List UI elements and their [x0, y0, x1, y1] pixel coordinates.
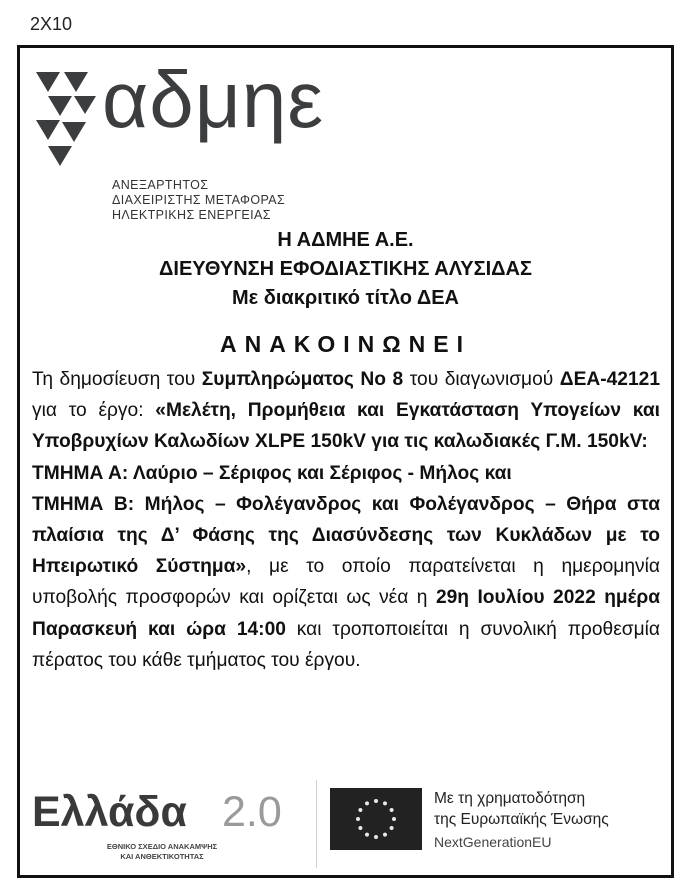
next-generation-eu: NextGenerationEU [434, 834, 552, 850]
ellada-wordmark: Ελλάδα [32, 788, 187, 836]
eu-funding-line: της Ευρωπαϊκής Ένωσης [434, 811, 609, 828]
body-bold: ΤΜΗΜΑ Α: Λαύριο – Σέριφος και Σέριφος - Μήλος και [32, 462, 512, 484]
ellada-logo [32, 788, 307, 868]
admie-logo [32, 55, 362, 222]
body-bold: Συμπληρώματος Νο 8 [201, 369, 404, 390]
eu-funding-text [434, 788, 609, 830]
announcement-body [32, 364, 660, 676]
ellada-subtitle [72, 842, 252, 862]
body-bold: 29η Ιουλίου 2022 ημέρα Παρασκευή και ώρα 14:00 [32, 587, 660, 640]
body-text: , με το οποίο παρατείνεται η ημερομηνία υποβολής προσφορών και ορίζεται ως νέα η [32, 556, 660, 609]
admie-logo-mark-icon [32, 66, 102, 178]
body-bold: «Μελέτη, Προμήθεια και Εγκατάσταση Υπογείων και Υποβρυχίων Καλωδίων XLPE 150kV για τις καλωδιακές Γ.Μ. 150kV: [32, 400, 660, 453]
footer-divider [316, 780, 317, 868]
issuer-line-1: Η ΑΔΜΗΕ Α.Ε. [277, 229, 414, 251]
announcement-frame [17, 45, 674, 878]
issuer-line-3: Με διακριτικό τίτλο ΔΕΑ [232, 287, 459, 309]
body-text: του διαγωνισμού [403, 369, 560, 390]
ellada-subtitle-line: ΚΑΙ ΑΝΘΕΚΤΙΚΟΤΗΤΑΣ [120, 852, 204, 861]
body-bold: ΔΕΑ-42121 [559, 369, 660, 390]
admie-subtitle [112, 178, 285, 223]
body-text: Τη δημοσίευση του [32, 369, 202, 390]
body-text: και τροποποιείται η συνολική προθεσμία πέρατος του κάθε τμήματος του έργου. [32, 618, 660, 671]
issuer-heading [20, 226, 671, 313]
admie-subtitle-line: ΗΛΕΚΤΡΙΚΗΣ ΕΝΕΡΓΕΙΑΣ [112, 208, 271, 222]
admie-wordmark: αδμηε [102, 55, 325, 144]
eu-funding-line: Με τη χρηματοδότηση [434, 790, 586, 807]
eu-flag-icon [330, 788, 422, 850]
admie-subtitle-line: ΑΝΕΞΑΡΤΗΤΟΣ [112, 178, 209, 192]
admie-subtitle-line: ΔΙΑΧΕΙΡΙΣΤΗΣ ΜΕΤΑΦΟΡΑΣ [112, 193, 286, 207]
ellada-subtitle-line: ΕΘΝΙΚΟ ΣΧΕΔΙΟ ΑΝΑΚΑΜΨΗΣ [106, 842, 218, 851]
body-text: για το έργο: [32, 400, 156, 422]
funding-footer [20, 776, 671, 871]
ellada-version: 2.0 [222, 788, 282, 836]
size-tag: 2X10 [30, 14, 73, 34]
announce-title: ΑΝΑΚΟΙΝΩΝΕΙ [219, 331, 472, 357]
issuer-line-2: ΔΙΕΥΘΥΝΣΗ ΕΦΟΔΙΑΣΤΙΚΗΣ ΑΛΥΣΙΔΑΣ [159, 258, 532, 280]
body-bold: ΤΜΗΜΑ Β: Μήλος – Φολέγανδρος και Φολέγανδρος – Θήρα στα πλαίσια της Δ’ Φάσης της Διασύνδεσης των Κυκλάδων με το Ηπειρωτικό Σύστημα» [32, 493, 660, 578]
